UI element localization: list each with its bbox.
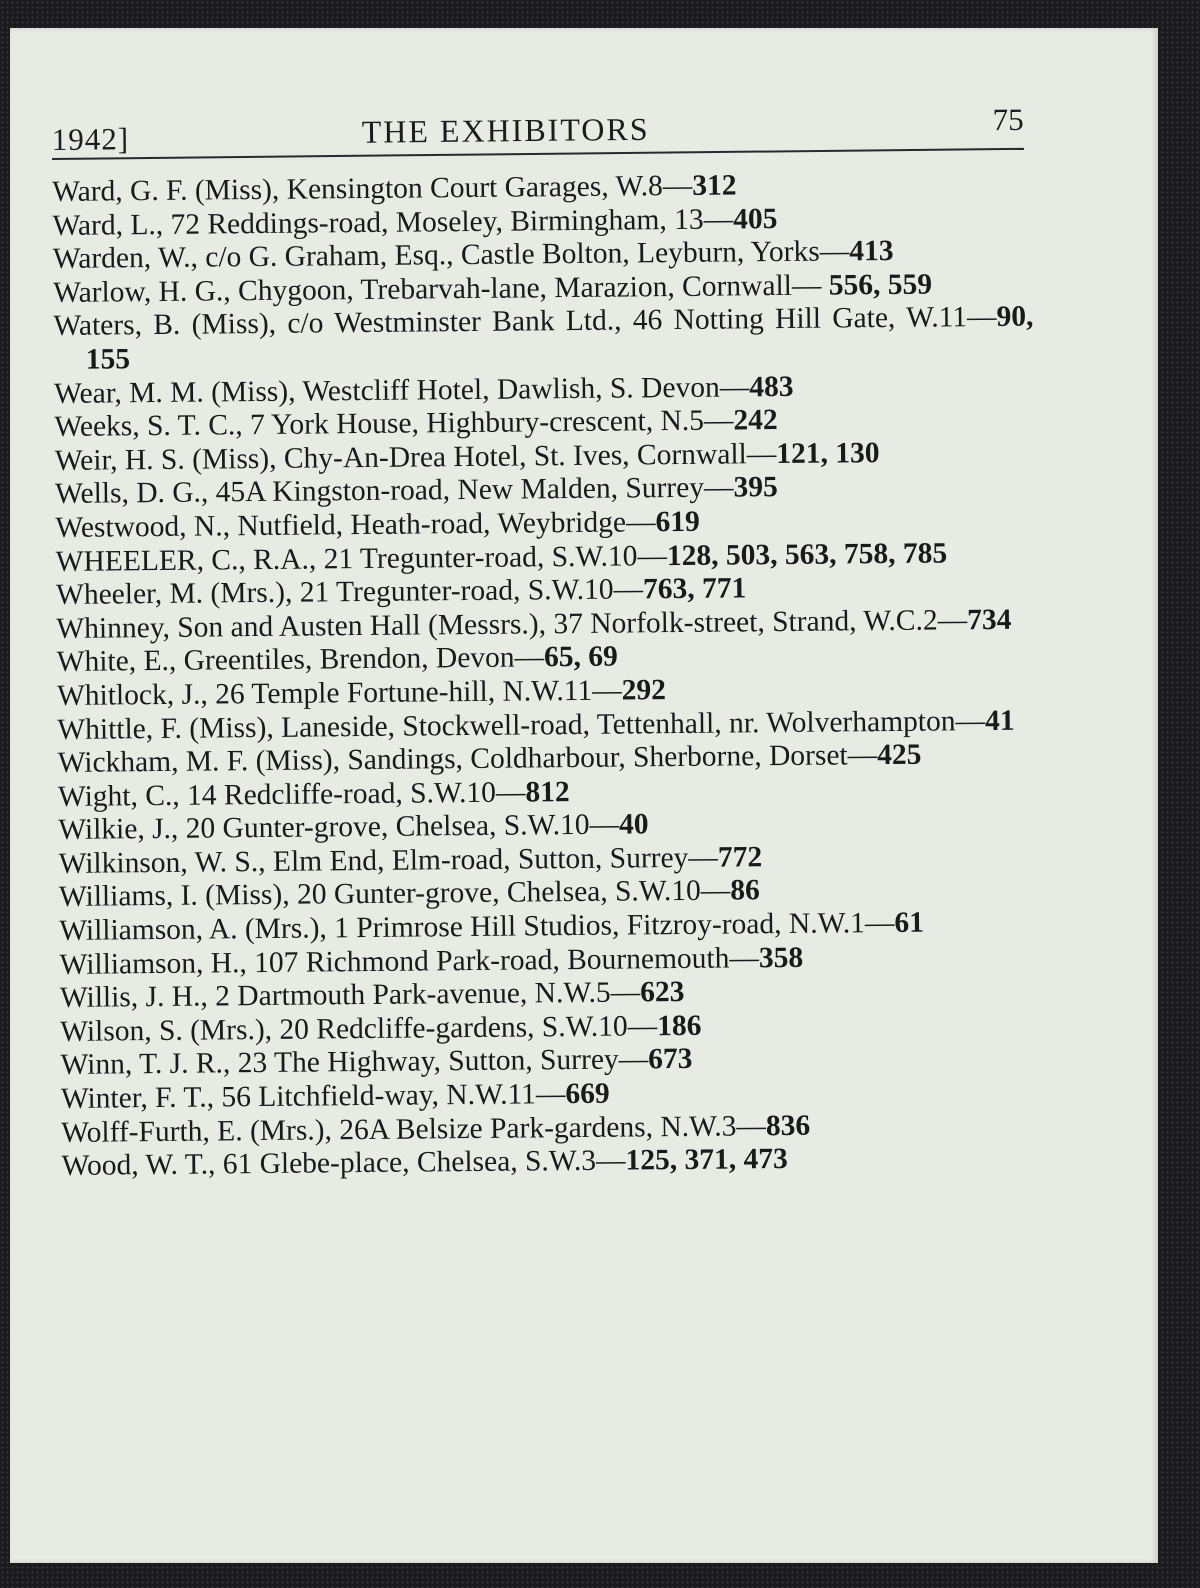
entry-text: Williamson, A. (Mrs.), 1 Primrose Hill Studios, Fitzroy-road, N.W.1— <box>59 907 895 948</box>
entry-text: Weir, H. S. (Miss), Chy-An-Drea Hotel, St. Ives, Cornwall— <box>54 437 777 477</box>
entry-catalogue-numbers: 734 <box>966 603 1012 636</box>
entry-catalogue-numbers: 121, 130 <box>776 436 880 470</box>
entry-text: Winter, F. T., 56 Litchfield-way, N.W.11— <box>60 1078 566 1115</box>
entry-catalogue-numbers: 772 <box>717 841 763 874</box>
entry-catalogue-numbers: 619 <box>655 505 700 539</box>
entry-catalogue-numbers: 292 <box>621 674 667 707</box>
entry-catalogue-numbers: 673 <box>648 1043 693 1076</box>
entry-catalogue-numbers: 312 <box>692 169 737 202</box>
entry-text: Winn, T. J. R., 23 The Highway, Sutton, Surrey— <box>60 1043 649 1082</box>
entry-text: Wells, D. G., 45A Kingston-road, New Malden, Surrey— <box>54 471 734 511</box>
entry-text: Whittle, F. (Miss), Laneside, Stockwell-road, Tettenhall, nr. Wolverhampton— <box>57 704 986 746</box>
page-title: THE EXHIBITORS <box>361 110 650 150</box>
entry-text: Warlow, H. G., Chygoon, Trebarvah-lane, Marazion, Cornwall— <box>52 269 829 309</box>
entry-text: Whitlock, J., 26 Temple Fortune-hill, N.W.11— <box>56 674 622 712</box>
entry-catalogue-numbers: 413 <box>849 235 894 268</box>
page-number: 75 <box>992 101 1024 138</box>
entry-text: Whinney, Son and Austen Hall (Messrs.), 37 Norfolk-street, Strand, W.C.2— <box>56 603 968 645</box>
entry-catalogue-numbers: 763, 771 <box>642 572 747 606</box>
entry-text: Ward, G. F. (Miss), Kensington Court Garages, W.8— <box>52 169 693 208</box>
entry-catalogue-numbers: 483 <box>749 370 794 403</box>
entry-catalogue-numbers: 623 <box>639 976 685 1009</box>
entry-text: Wilkie, J., 20 Gunter-grove, Chelsea, S.W.10— <box>58 808 620 847</box>
entry-text: Wilson, S. (Mrs.), 20 Redcliffe-gardens, S.W.10— <box>60 1010 658 1048</box>
running-head-year: 1942] <box>51 121 130 158</box>
entry-catalogue-numbers: 186 <box>656 1009 702 1043</box>
entry-catalogue-numbers: 40 <box>618 808 649 841</box>
exhibitor-list <box>52 167 1042 1184</box>
entry-catalogue-numbers: 425 <box>876 738 922 772</box>
running-head <box>51 88 1024 160</box>
entry-text: Wheeler, M. (Mrs.), 21 Tregunter-road, S.W.10— <box>55 573 644 612</box>
entry-catalogue-numbers: 65, 69 <box>543 640 618 674</box>
entry-text: Wilkinson, W. S., Elm End, Elm-road, Sutton, Surrey— <box>58 841 719 880</box>
entry-text: Wear, M. M. (Miss), Westcliff Hotel, Dawlish, S. Devon— <box>53 370 750 410</box>
entry-text: Wight, C., 14 Redcliffe-road, S.W.10— <box>57 776 526 813</box>
entry-text: Wickham, M. F. (Miss), Sandings, Coldharbour, Sherborne, Dorset— <box>57 739 878 780</box>
entry-text: Wood, W. T., 61 Glebe-place, Chelsea, S.W.3— <box>61 1144 626 1183</box>
entry-text: Williams, I. (Miss), 20 Gunter-grove, Chelsea, S.W.10— <box>58 874 731 914</box>
entry-catalogue-numbers: 242 <box>733 404 778 437</box>
entry-text: Williamson, H., 107 Richmond Park-road, Bournemouth— <box>59 941 760 981</box>
entry-catalogue-numbers: 61 <box>894 906 925 940</box>
entry-catalogue-numbers: 86 <box>730 874 760 907</box>
entry-catalogue-numbers: 128, 503, 563, 758, 785 <box>666 536 948 572</box>
entry-catalogue-numbers: 358 <box>758 941 804 974</box>
entry-text: Weeks, S. T. C., 7 York House, Highbury-crescent, N.5— <box>54 404 734 444</box>
entry-text: Waters, B. (Miss), c/o Westminster Bank Ltd., 46 Notting Hill Gate, W.11— <box>53 301 997 343</box>
entry-text: Warden, W., c/o G. Graham, Esq., Castle Bolton, Leyburn, Yorks— <box>52 235 850 276</box>
entry-catalogue-numbers: 395 <box>733 471 778 504</box>
entry-text: Willis, J. H., 2 Dartmouth Park-avenue, N.W.5— <box>59 976 641 1015</box>
entry-text: Ward, L., 72 Reddings-road, Moseley, Birmingham, 13— <box>52 203 734 242</box>
entry-catalogue-numbers: 125, 371, 473 <box>625 1143 788 1177</box>
entry-catalogue-numbers: 90, 155 <box>85 300 1034 376</box>
entry-text: Westwood, N., Nutfield, Heath-road, Weybridge— <box>55 506 656 544</box>
book-page <box>10 28 1158 1563</box>
entry-text: WHEELER, C., R.A., 21 Tregunter-road, S.W.10— <box>55 539 668 578</box>
entry-catalogue-numbers: 405 <box>732 202 778 236</box>
entry-text: Wolff-Furth, E. (Mrs.), 26A Belsize Park-gardens, N.W.3— <box>61 1109 767 1149</box>
entry-catalogue-numbers: 41 <box>984 704 1015 737</box>
exhibitor-entry <box>53 301 1034 378</box>
entry-catalogue-numbers: 669 <box>565 1077 610 1111</box>
entry-catalogue-numbers: 812 <box>525 775 570 809</box>
entry-text: White, E., Greentiles, Brendon, Devon— <box>56 641 545 679</box>
entry-catalogue-numbers: 556, 559 <box>828 268 933 302</box>
entry-catalogue-numbers: 836 <box>765 1109 811 1142</box>
